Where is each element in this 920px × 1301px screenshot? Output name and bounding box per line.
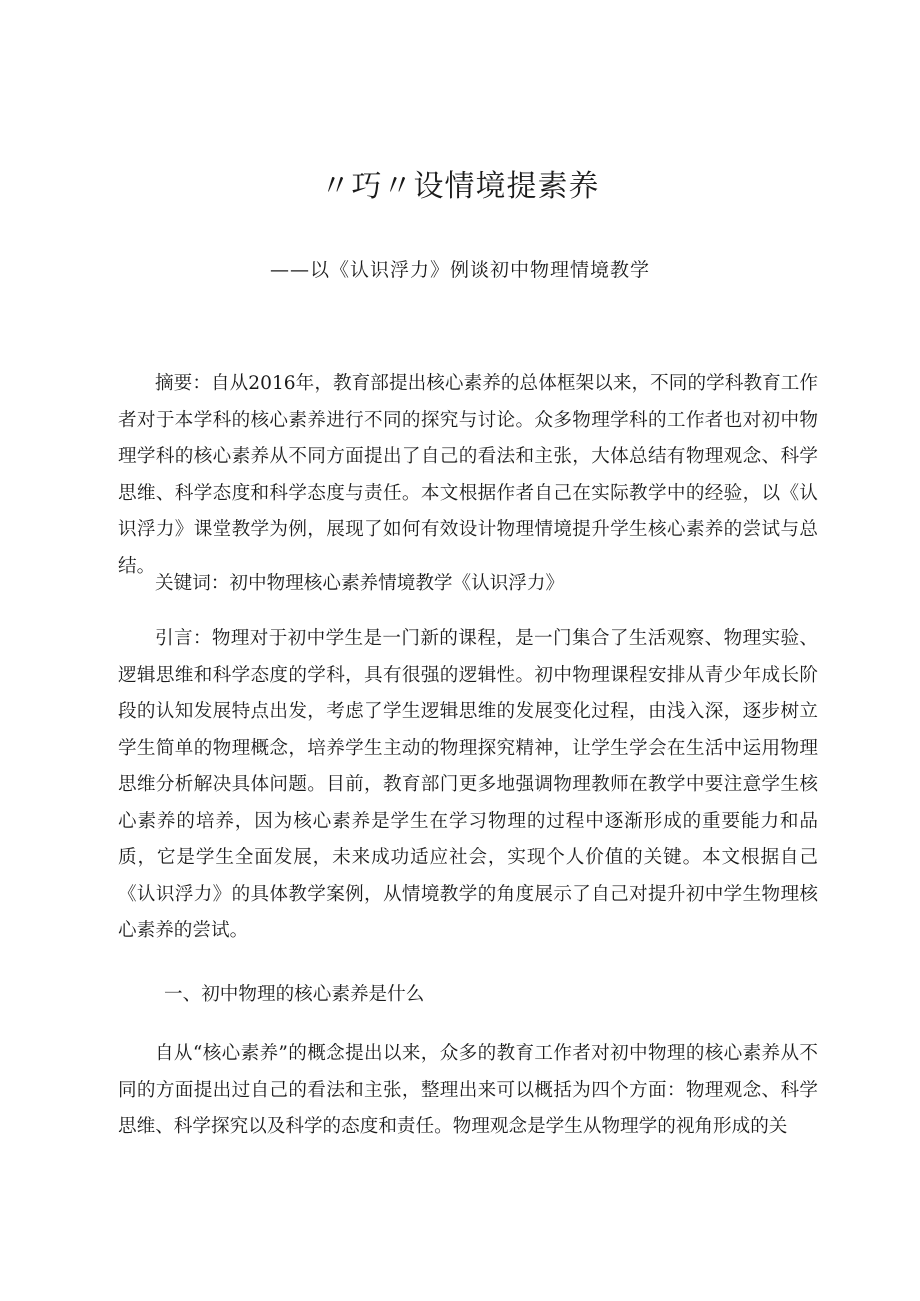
document-subtitle: ——以《认识浮力》例谈初中物理情境教学 [269,259,650,281]
abstract-paragraph: 摘要：自从2016年，教育部提出核心素养的总体框架以来，不同的学科教育工作者对于本学科的核心素养进行不同的探究与讨论。众多物理学科的工作者也对初中物理学科的核心素养从不同方面提出了自己的看法和主张，大体总结有物理观念、科学思维、科学态度和科学态度与责任。本文根据作者自己在实际教学中的经验，以《认识浮力》课堂教学为例，展现了如何有效设计物理情境提升学生核心素养的尝试与总结。 [118,373,818,577]
section-heading: 一、初中物理的核心素养是什么 [164,984,425,1005]
introduction-paragraph: 引言：物理对于初中学生是一门新的课程，是一门集合了生活观察、物理实验、逻辑思维和科学态度的学科，具有很强的逻辑性。初中物理课程安排从青少年成长阶段的认知发展特点出发，考虑了学生逻辑思维的发展变化过程，由浅入深，逐步树立学生简单的物理概念，培养学生主动的物理探究精神，让学生学会在生活中运用物理思维分析解决具体问题。目前，教育部门更多地强调物理教师在教学中要注意学生核心素养的培养，因为核心素养是学生在学习物理的过程中逐渐形成的重要能力和品质，它是学生全面发展，未来成功适应社会，实现个人价值的关键。本文根据自己《认识浮力》的具体教学案例，从情境教学的角度展示了自己对提升初中学生物理核心素养的尝试。 [118,628,818,941]
keywords-paragraph: 关键词：初中物理核心素养情境教学《认识浮力》 [155,573,565,594]
section-paragraph: 自从“核心素养”的概念提出以来，众多的教育工作者对初中物理的核心素养从不同的方面提出过自己的看法和主张，整理出来可以概括为四个方面：物理观念、科学思维、科学探究以及科学的态度和责任。物理观念是学生从物理学的视角形成的关 [118,1043,818,1137]
document-title: 〃巧〃设情境提素养 [320,169,600,204]
